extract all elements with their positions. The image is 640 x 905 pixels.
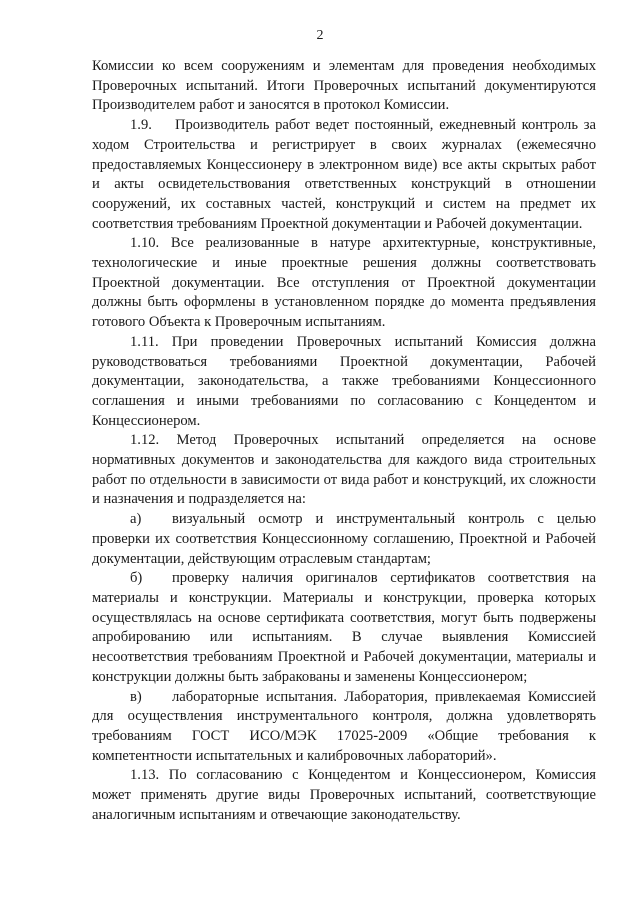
document-body <box>92 57 600 825</box>
list-item-b <box>92 569 596 687</box>
paragraph-continuation: Комиссии ко всем сооружениям и элементам для проведения необходимых Проверочных испытаний. Итоги Проверочных испытаний документируются Производителем работ и заносятся в протокол Комиссии. <box>92 58 596 114</box>
paragraph-1-13: 1.13. По согласованию с Концедентом и Концессионером, Комиссия может применять другие виды Проверочных испытаний, соответствующие аналогичным испытаниям и отвечающие законодательству. <box>92 767 596 823</box>
list-text-b: проверку наличия оригиналов сертификатов соответствия на материалы и конструкции. Материалы и конструкции, проверка которых осуществлялась на основе сертификата соответствия, могут быть подвержены апробированию или испытаниям. В случае выявления Комиссией несоответствия требованиям Проектной и Рабочей документации, материалы и конструкции должны быть забракованы и заменены Концессионером; <box>92 570 596 685</box>
list-marker-b: б) <box>130 570 143 587</box>
paragraph-1-10: 1.10. Все реализованные в натуре архитектурные, конструктивные, технологические и иные проектные решения должны соответствовать Проектной документации. Все отступления от Проектной документации должны быть оформлены в установленном порядке до момента предъявления готового Объекта к Проверочным испытаниям. <box>92 235 596 331</box>
list-text-v: лабораторные испытания. Лаборатория, привлекаемая Комиссией для осуществления инструментального контроля, должна удовлетворять требованиям ГОСТ ИСО/МЭК 17025-2009 «Общие требования к компетентности испытательных и калибровочных лабораторий». <box>92 688 596 764</box>
paragraph-1-11: 1.11. При проведении Проверочных испытаний Комиссия должна руководствоваться требованиями Проектной документации, Рабочей документации, законодательства, а также требованиями Концессионного соглашения и иными требованиями по согласованию с Концедентом и Концессионером. <box>92 333 596 429</box>
list-item-a <box>92 510 596 569</box>
list-item-v <box>92 688 596 767</box>
paragraph-1-12: 1.12. Метод Проверочных испытаний определяется на основе нормативных документов и законодательства для каждого вида строительных работ по отдельности в зависимости от вида работ и конструкций, их сложности и назначения и подразделяется на: <box>92 432 596 508</box>
list-marker-v: в) <box>130 688 142 705</box>
list-marker-a: а) <box>130 511 142 528</box>
list-text-a: визуальный осмотр и инструментальный контроль с целью проверки их соответствия Концессионному соглашению, Проектной и Рабочей документации, действующим отраслевым стандартам; <box>92 511 596 567</box>
page-number: 2 <box>316 28 324 43</box>
paragraph-1-9: 1.9. Производитель работ ведет постоянный, ежедневный контроль за ходом Строительства и регистрирует в своих журналах (ежемесячно предоставляемых Концессионеру в электронном виде) все акты скрытых работ и акты освидетельствования ответственных конструкций в отношении сооружений, их составных частей, конструкций и систем на предмет их соответствия требованиям Проектной документации и Рабочей документации. <box>92 117 600 232</box>
